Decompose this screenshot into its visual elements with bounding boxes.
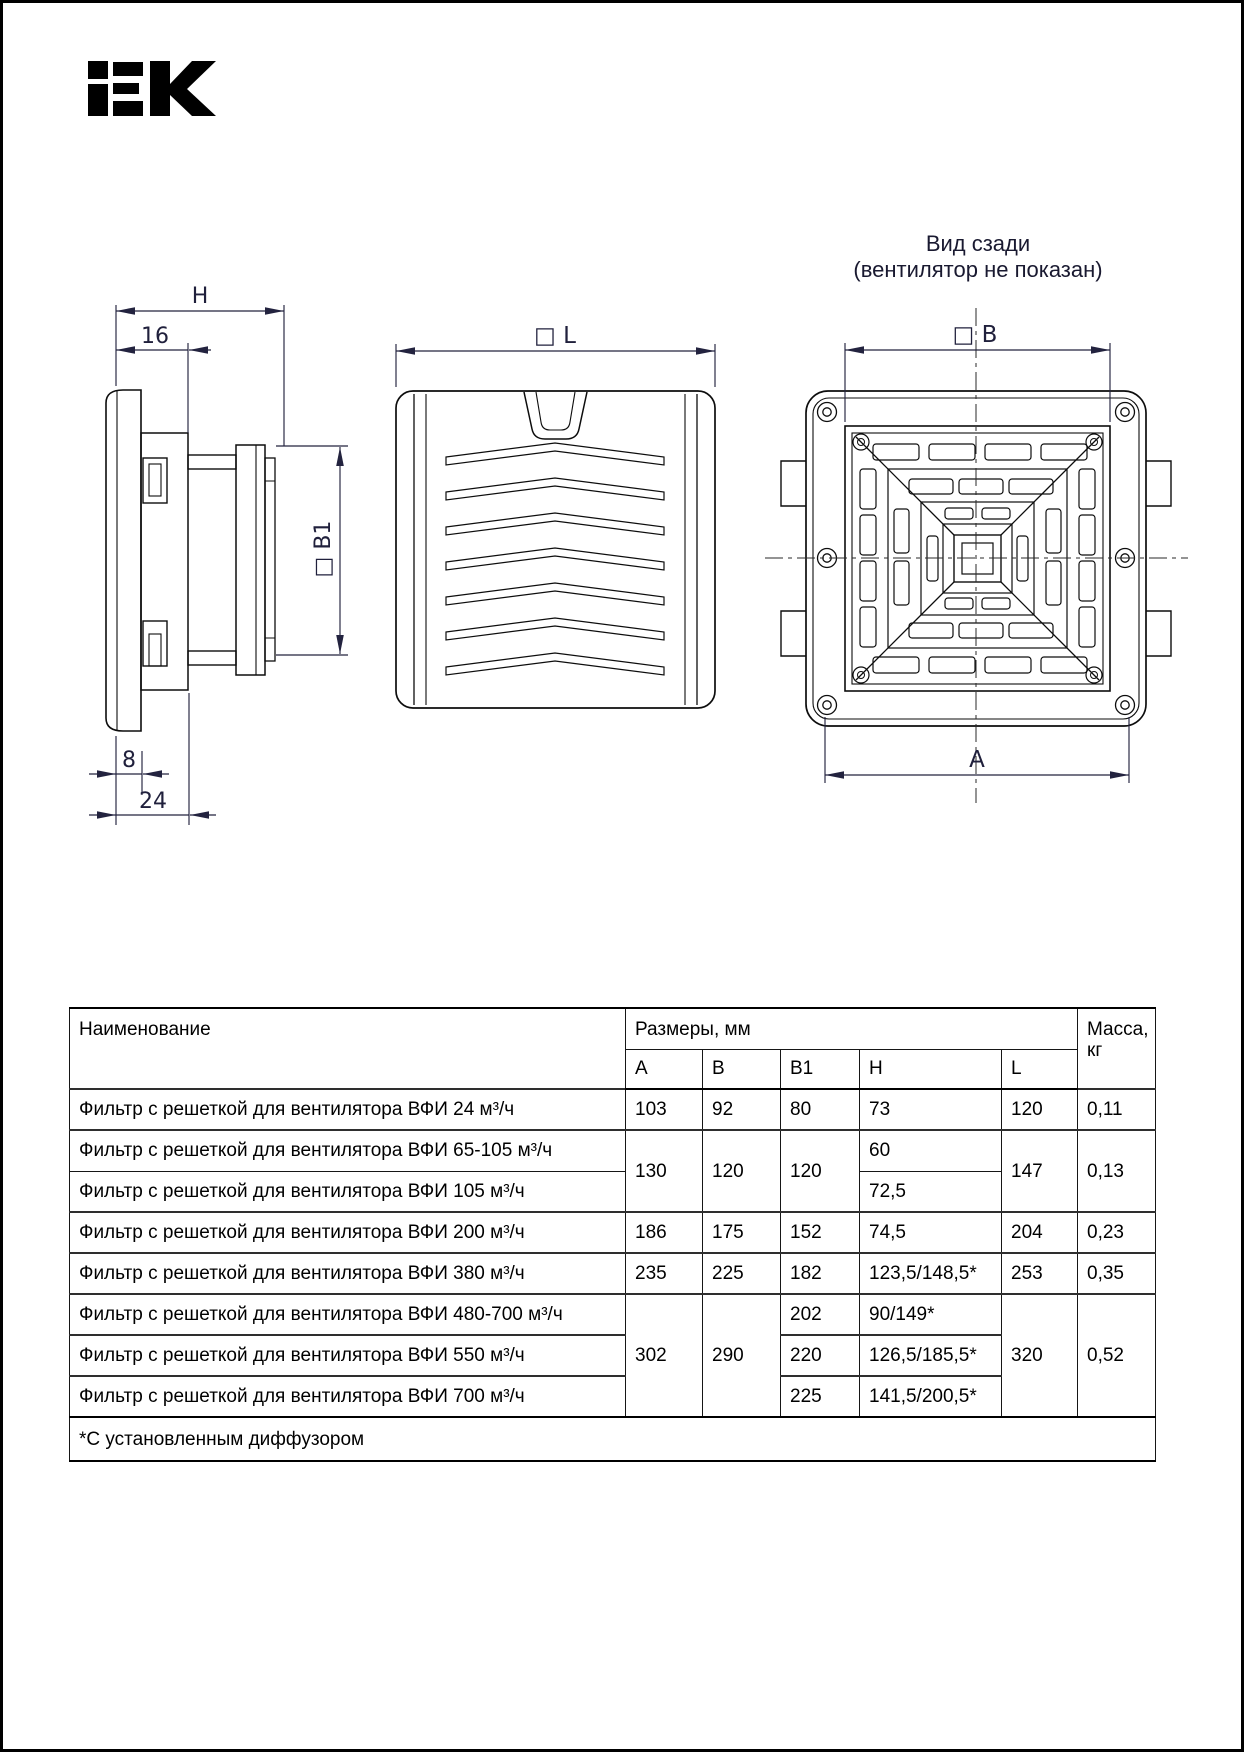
dim-label-b1: □ B1 <box>311 520 336 578</box>
rear-view-title-line2: (вентилятор не показан) <box>853 257 1103 282</box>
cell-h: 72,5 <box>860 1171 1002 1212</box>
table-row <box>70 1212 1156 1253</box>
side-view-drawing <box>106 390 275 731</box>
cell-name: Фильтр с решеткой для вентилятора ВФИ 700 м³/ч <box>70 1376 626 1417</box>
front-view-dimensions <box>396 323 715 387</box>
cell-l: 253 <box>1002 1253 1078 1294</box>
cell-h: 60 <box>860 1130 1002 1171</box>
table-header-row <box>70 1008 1156 1049</box>
col-header-a: A <box>626 1049 703 1089</box>
table-footnote-row <box>70 1417 1156 1461</box>
cell-mass: 0,23 <box>1078 1212 1156 1253</box>
cell-h: 73 <box>860 1089 1002 1130</box>
cell-b1: 120 <box>781 1130 860 1212</box>
table-footnote: *С установленным диффузором <box>70 1417 1156 1461</box>
table-row <box>70 1294 1156 1335</box>
dim-label-h: H <box>191 284 209 309</box>
cell-name: Фильтр с решеткой для вентилятора ВФИ 105 м³/ч <box>70 1171 626 1212</box>
rear-view-title-line1: Вид сзади <box>925 231 1031 256</box>
cell-a: 103 <box>626 1089 703 1130</box>
cell-b1: 182 <box>781 1253 860 1294</box>
dim-label-16: 16 <box>141 324 169 349</box>
cell-b1: 152 <box>781 1212 860 1253</box>
louver-chevrons <box>446 443 664 675</box>
col-header-sizes: Размеры, мм <box>626 1008 1078 1049</box>
dim-label-24: 24 <box>139 789 167 814</box>
cell-b1: 80 <box>781 1089 860 1130</box>
cell-a: 130 <box>626 1130 703 1212</box>
cell-mass: 0,35 <box>1078 1253 1156 1294</box>
cell-h: 123,5/148,5* <box>860 1253 1002 1294</box>
col-header-b: B <box>703 1049 781 1089</box>
cell-name: Фильтр с решеткой для вентилятора ВФИ 480-700 м³/ч <box>70 1294 626 1335</box>
cell-l: 204 <box>1002 1212 1078 1253</box>
iek-logo-glyphs <box>88 61 216 116</box>
cell-a: 186 <box>626 1212 703 1253</box>
cell-h: 90/149* <box>860 1294 1002 1335</box>
dim-label-b: □ B <box>952 322 998 348</box>
cell-l: 320 <box>1002 1294 1078 1417</box>
cell-name: Фильтр с решеткой для вентилятора ВФИ 200 м³/ч <box>70 1212 626 1253</box>
cell-name: Фильтр с решеткой для вентилятора ВФИ 65-105 м³/ч <box>70 1130 626 1171</box>
col-header-h: H <box>860 1049 1002 1089</box>
cell-a: 302 <box>626 1294 703 1417</box>
mass-label-line2: кг <box>1087 1040 1103 1061</box>
cell-b: 120 <box>703 1130 781 1212</box>
cell-l: 147 <box>1002 1130 1078 1212</box>
cell-h: 126,5/185,5* <box>860 1335 1002 1376</box>
col-header-name: Наименование <box>70 1008 626 1089</box>
side-view-dimensions <box>89 284 348 825</box>
cell-b: 225 <box>703 1253 781 1294</box>
cell-b: 290 <box>703 1294 781 1417</box>
col-header-mass <box>1078 1008 1156 1089</box>
col-header-b1: B1 <box>781 1049 860 1089</box>
cell-b: 175 <box>703 1212 781 1253</box>
mass-label-line1: Масса, <box>1087 1019 1149 1040</box>
cell-a: 235 <box>626 1253 703 1294</box>
rear-view-drawing <box>765 308 1188 803</box>
dim-label-l: □ L <box>534 323 576 349</box>
table-row <box>70 1089 1156 1130</box>
iek-logo <box>88 61 216 116</box>
cell-mass: 0,13 <box>1078 1130 1156 1212</box>
front-view-drawing <box>396 391 715 708</box>
table-row <box>70 1253 1156 1294</box>
cell-mass: 0,11 <box>1078 1089 1156 1130</box>
cell-b1: 202 <box>781 1294 860 1335</box>
dim-label-a: A <box>969 747 985 773</box>
cell-name: Фильтр с решеткой для вентилятора ВФИ 24 м³/ч <box>70 1089 626 1130</box>
table-row <box>70 1376 1156 1417</box>
cell-b1: 225 <box>781 1376 860 1417</box>
table-row <box>70 1335 1156 1376</box>
cell-l: 120 <box>1002 1089 1078 1130</box>
dim-label-8: 8 <box>122 748 136 773</box>
cell-h: 141,5/200,5* <box>860 1376 1002 1417</box>
col-header-l: L <box>1002 1049 1078 1089</box>
cell-mass: 0,52 <box>1078 1294 1156 1417</box>
dimensions-table <box>69 1007 1156 1462</box>
table-row <box>70 1171 1156 1212</box>
cell-b: 92 <box>703 1089 781 1130</box>
table-row <box>70 1130 1156 1171</box>
cell-name: Фильтр с решеткой для вентилятора ВФИ 550 м³/ч <box>70 1335 626 1376</box>
cell-b1: 220 <box>781 1335 860 1376</box>
technical-drawings <box>63 253 1193 853</box>
cell-h: 74,5 <box>860 1212 1002 1253</box>
cell-name: Фильтр с решеткой для вентилятора ВФИ 380 м³/ч <box>70 1253 626 1294</box>
